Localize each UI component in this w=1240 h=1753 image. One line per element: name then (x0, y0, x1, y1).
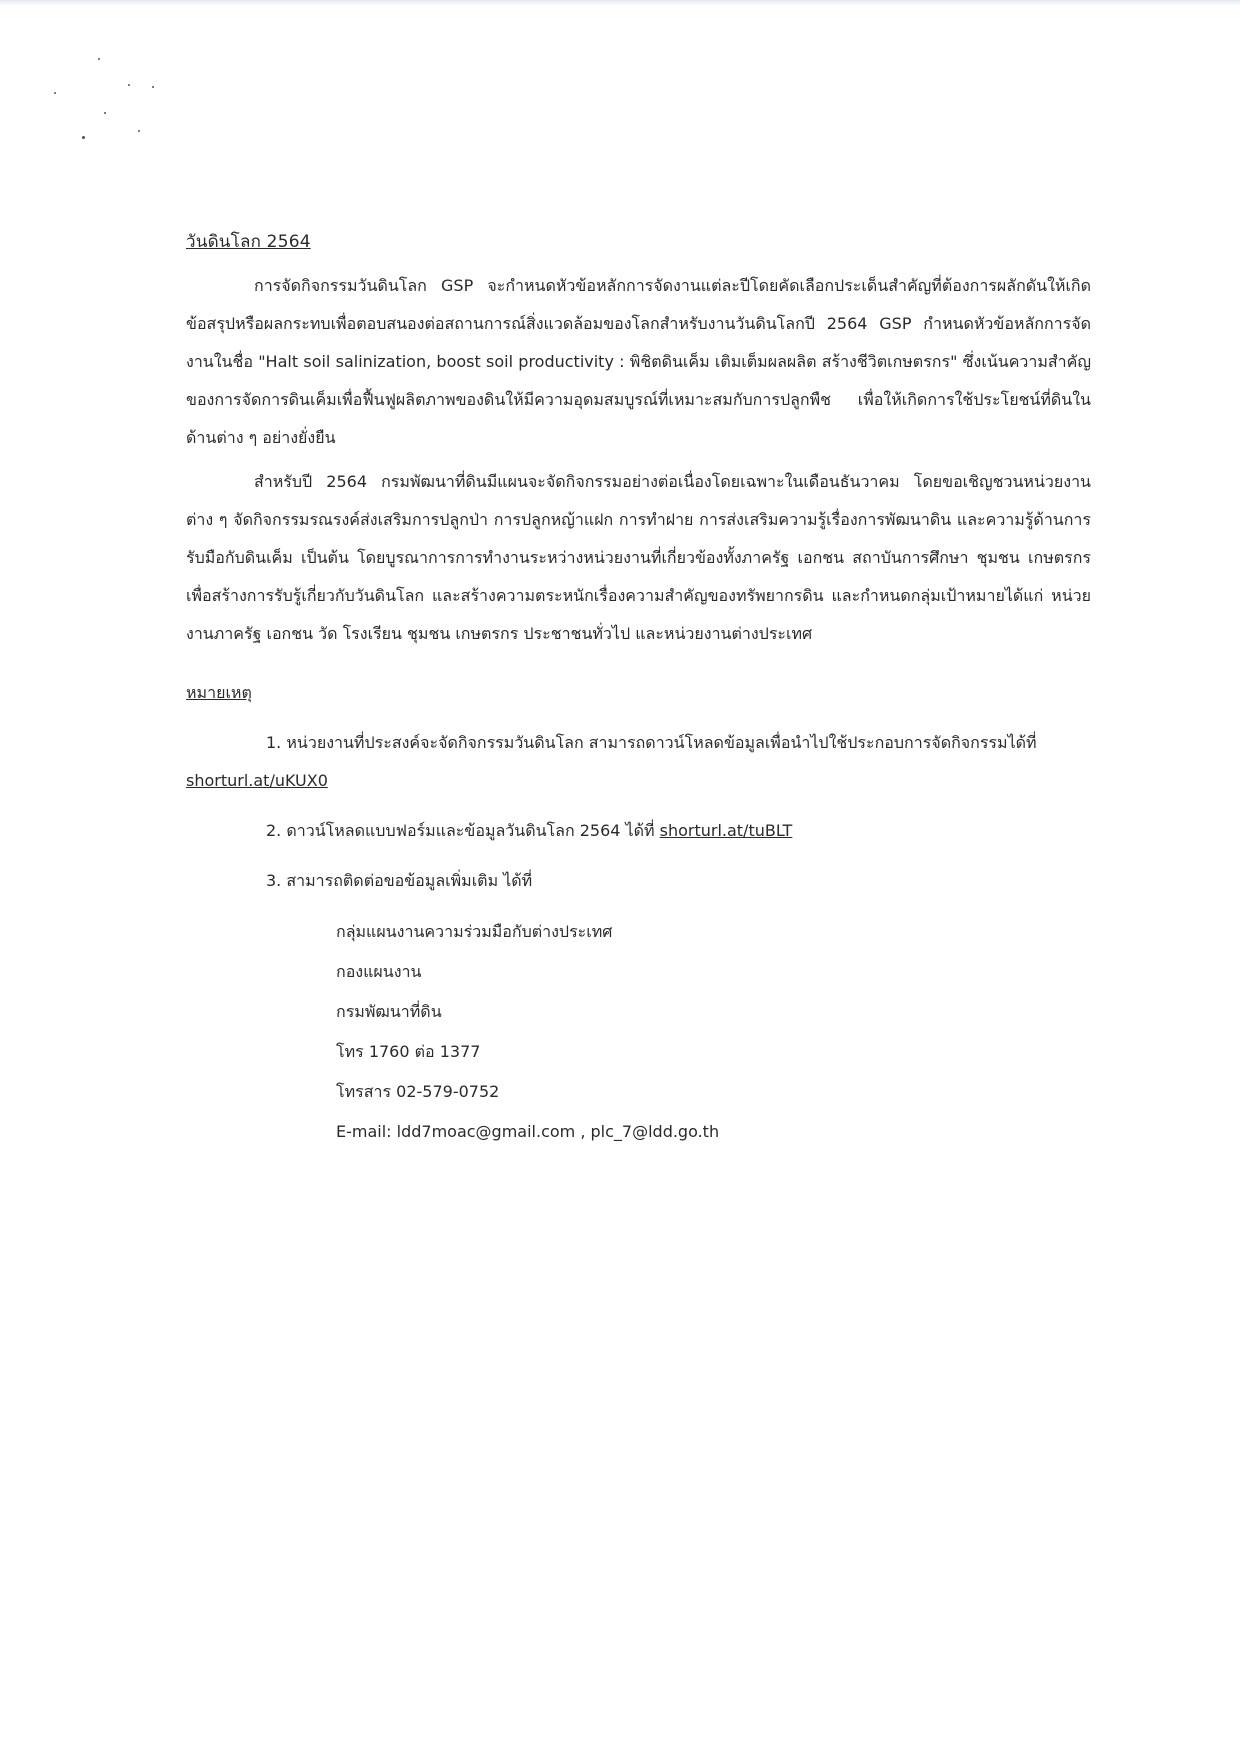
scan-speck (98, 58, 100, 60)
scan-top-edge (0, 0, 1240, 6)
scan-speck (82, 136, 85, 139)
scan-speck (54, 92, 56, 94)
scan-speck (128, 84, 130, 86)
scan-speck (152, 86, 154, 88)
document-title: วันดินโลก 2564 (186, 232, 311, 252)
contact-phone: โทร 1760 ต่อ 1377 (336, 1042, 481, 1061)
note-item-1-link[interactable]: shorturl.at/uKUX0 (186, 771, 328, 790)
contact-block (186, 912, 1091, 1152)
scan-speck (138, 130, 140, 132)
note-item-1 (186, 724, 1091, 800)
paragraph-ldd-plan: สำหรับปี 2564 กรมพัฒนาที่ดินมีแผนจะจัดกิจกรรมอย่างต่อเนื่องโดยเฉพาะในเดือนธันวาคม โดยขอเชิญชวนหน่วยงานต่าง ๆ จัดกิจกรรมรณรงค์ส่งเสริมการปลูกป่า การปลูกหญ้าแฝก การทำฝาย การส่งเสริมความรู้เรื่องการพัฒนาดิน และความรู้ด้านการรับมือกับดินเค็ม เป็นต้น โดยบูรณาการการทำงานระหว่างหน่วยงานที่เกี่ยวข้องทั้งภาครัฐ เอกชน สถาบันการศึกษา ชุมชน เกษตรกร เพื่อสร้างการรับรู้เกี่ยวกับวันดินโลก และสร้างความตระหนักเรื่องความสำคัญของทรัพยากรดิน และกำหนดกลุ่มเป้าหมายได้แก่ หน่วยงานภาครัฐ เอกชน วัด โรงเรียน ชุมชน เกษตรกร ประชาชนทั่วไป และหน่วยงานต่างประเทศ (186, 472, 1091, 643)
contact-fax: โทรสาร 02-579-0752 (336, 1082, 500, 1101)
note-item-2-link[interactable]: shorturl.at/tuBLT (659, 821, 793, 840)
note-item-3 (186, 862, 1091, 900)
note-item-2-text: 2. ดาวน์โหลดแบบฟอร์มและข้อมูลวันดินโลก 2564 ได้ที่ (266, 821, 655, 840)
note-item-3-text: 3. สามารถติดต่อขอข้อมูลเพิ่มเติม ได้ที่ (266, 871, 533, 890)
paragraph-gsp-theme: การจัดกิจกรรมวันดินโลก GSP จะกำหนดหัวข้อหลักการจัดงานแต่ละปีโดยคัดเลือกประเด็นสำคัญที่ต้องการผลักดันให้เกิดข้อสรุปหรือผลกระทบเพื่อตอบสนองต่อสถานการณ์สิ่งแวดล้อมของโลกสำหรับงานวันดินโลกปี 2564 GSP กำหนดหัวข้อหลักการจัดงานในชื่อ "Halt soil salinization, boost soil productivity : พิชิตดินเค็ม เติมเต็มผลผลิต สร้างชีวิตเกษตรกร" ซึ่งเน้นความสำคัญของการจัดการดินเค็มเพื่อฟื้นฟูผลิตภาพของดินให้มีความอุดมสมบูรณ์ที่เหมาะสมกับการปลูกพืช เพื่อให้เกิดการใช้ประโยชน์ที่ดินในด้านต่าง ๆ อย่างยั่งยืน (186, 276, 1091, 447)
notes-heading: หมายเหตุ (186, 683, 252, 702)
document-page (186, 228, 1091, 1152)
scan-speck (104, 112, 106, 114)
note-item-1-text: 1. หน่วยงานที่ประสงค์จะจัดกิจกรรมวันดินโลก สามารถดาวน์โหลดข้อมูลเพื่อนำไปใช้ประกอบการจัดกิจกรรมได้ที่ (266, 733, 1037, 752)
contact-division: กองแผนงาน (336, 962, 422, 981)
note-item-2 (186, 812, 1091, 850)
contact-department: กรมพัฒนาที่ดิน (336, 1002, 442, 1021)
contact-email[interactable]: E-mail: ldd7moac@gmail.com , plc_7@ldd.go.th (336, 1122, 720, 1141)
contact-group: กลุ่มแผนงานความร่วมมือกับต่างประเทศ (336, 922, 613, 941)
